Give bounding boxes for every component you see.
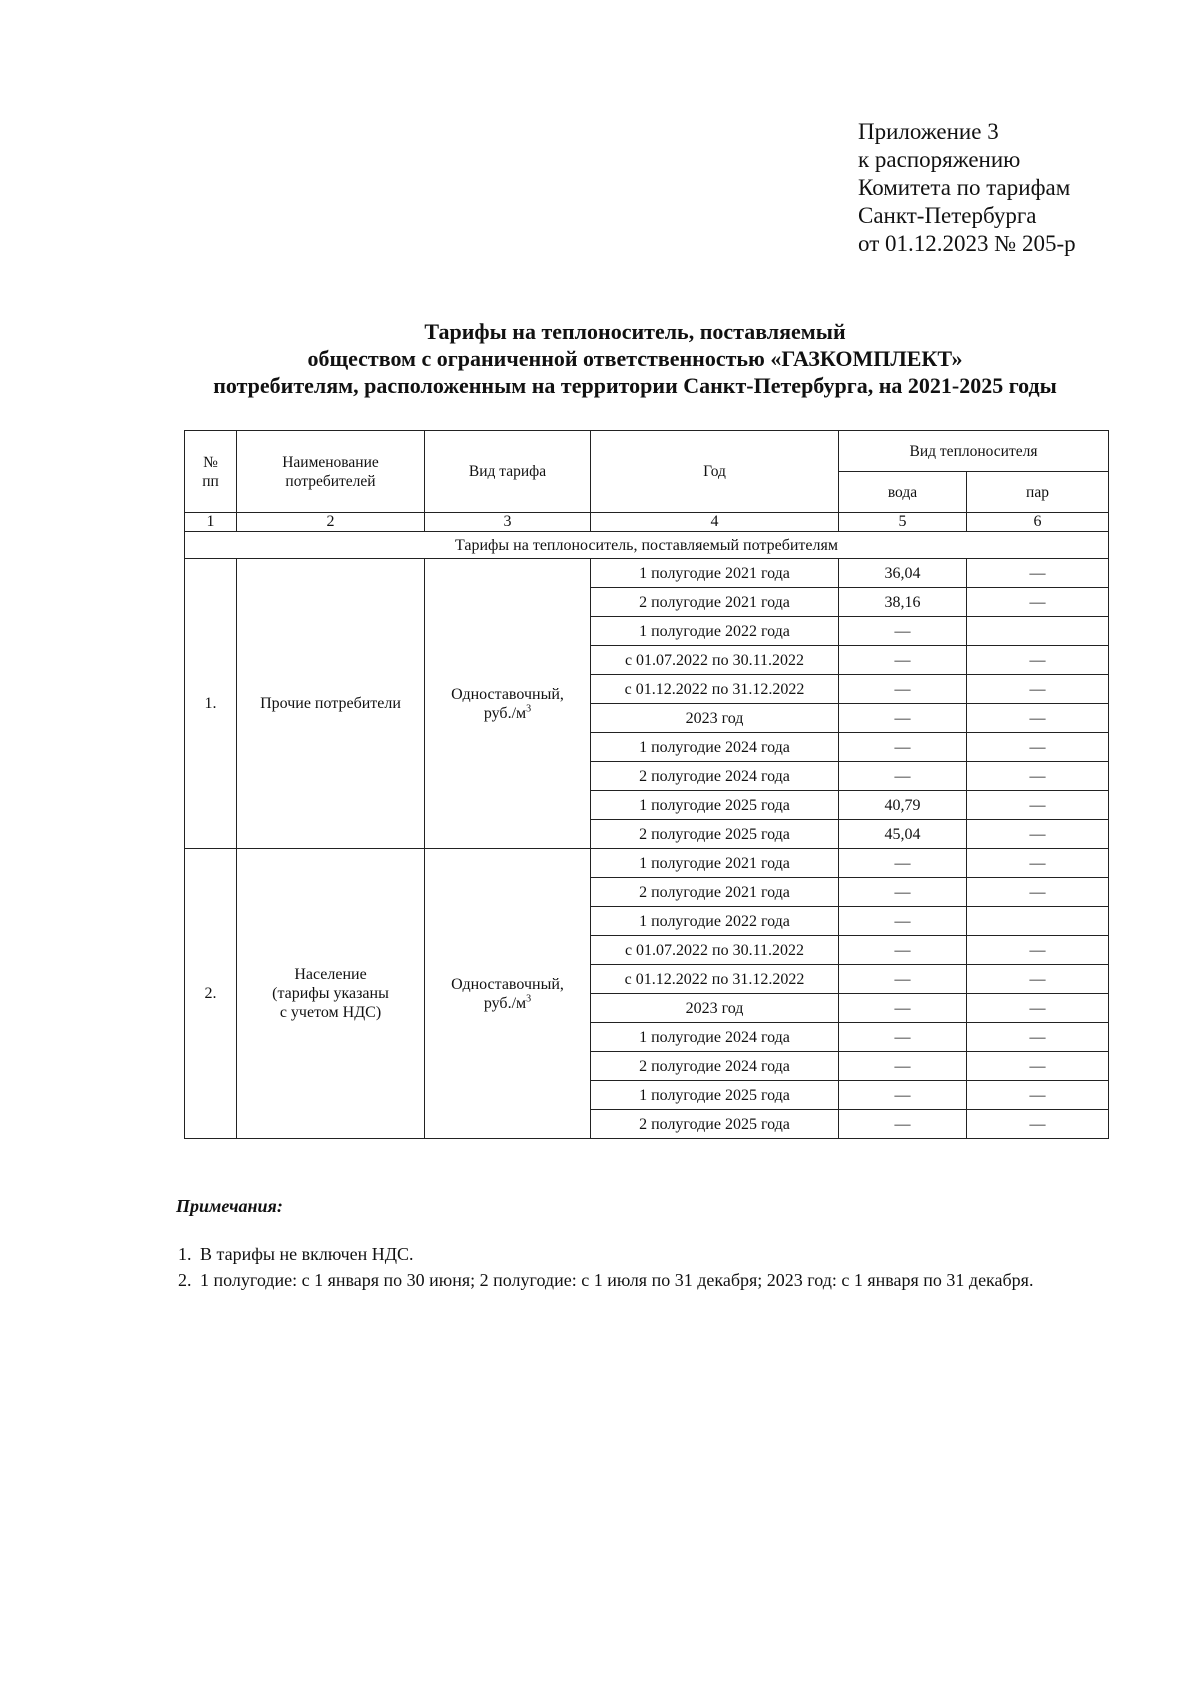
header-consumers — [237, 431, 425, 513]
column-number: 4 — [591, 513, 839, 532]
water-value: — — [839, 1052, 967, 1081]
row-number: 2. — [185, 849, 237, 1139]
steam-value: — — [967, 675, 1109, 704]
appendix-line: Приложение 3 — [858, 119, 999, 144]
period-cell: 2 полугодие 2021 года — [591, 588, 839, 617]
header-coolant-type: Вид теплоносителя — [839, 431, 1109, 472]
row-number: 1. — [185, 559, 237, 849]
period-cell: 1 полугодие 2024 года — [591, 1023, 839, 1052]
section-label: Тарифы на теплоноситель, поставляемый потребителям — [185, 532, 1109, 559]
appendix-line: Комитета по тарифам — [858, 175, 1071, 200]
tariff-unit: руб./м — [483, 704, 527, 722]
water-value: — — [839, 617, 967, 646]
steam-value: — — [967, 1052, 1109, 1081]
steam-value: — — [967, 646, 1109, 675]
steam-value: — — [967, 1110, 1109, 1139]
water-value: — — [839, 1110, 967, 1139]
consumer-name-line: (тарифы указаны — [272, 985, 389, 1002]
title-line: обществом с ограниченной ответственностью «ГАЗКОМПЛЕКТ» — [307, 346, 963, 371]
column-number: 3 — [425, 513, 591, 532]
water-value: — — [839, 907, 967, 936]
column-number: 2 — [237, 513, 425, 532]
water-value: — — [839, 1081, 967, 1110]
period-cell: 2023 год — [591, 994, 839, 1023]
water-value: 36,04 — [839, 559, 967, 588]
water-value: — — [839, 1023, 967, 1052]
water-value: — — [839, 675, 967, 704]
period-cell: с 01.12.2022 по 31.12.2022 — [591, 675, 839, 704]
header-number — [185, 431, 237, 513]
water-value: — — [839, 733, 967, 762]
steam-value: — — [967, 588, 1109, 617]
water-value: — — [839, 646, 967, 675]
steam-value: — — [967, 704, 1109, 733]
document-title — [150, 318, 1120, 399]
water-value: — — [839, 704, 967, 733]
steam-value: — — [967, 878, 1109, 907]
period-cell: с 01.07.2022 по 30.11.2022 — [591, 936, 839, 965]
appendix-line: к распоряжению — [858, 147, 1021, 172]
steam-value: — — [967, 849, 1109, 878]
period-cell: 1 полугодие 2025 года — [591, 1081, 839, 1110]
table-row — [185, 849, 1109, 878]
period-cell: 2 полугодие 2025 года — [591, 820, 839, 849]
period-cell: 1 полугодие 2022 года — [591, 907, 839, 936]
column-number: 5 — [839, 513, 967, 532]
water-value: 40,79 — [839, 791, 967, 820]
tariff-unit-superscript: 3 — [526, 993, 532, 1005]
column-number: 6 — [967, 513, 1109, 532]
period-cell: 2 полугодие 2024 года — [591, 1052, 839, 1081]
note-item: 2. 1 полугодие: с 1 января по 30 июня; 2 полугодие: с 1 июля по 31 декабря; 2023 год: с 1 января по 31 декабря. — [196, 1267, 1033, 1293]
table-row — [185, 559, 1109, 588]
steam-value — [967, 907, 1109, 936]
consumer-name-line: с учетом НДС) — [279, 1004, 382, 1021]
water-value: 45,04 — [839, 820, 967, 849]
appendix-line: от 01.12.2023 № 205-р — [858, 231, 1076, 256]
period-cell: 2023 год — [591, 704, 839, 733]
tariff-type — [425, 559, 591, 849]
notes-title: Примечания: — [176, 1196, 283, 1216]
title-line: Тарифы на теплоноситель, поставляемый — [424, 319, 846, 344]
header-water: вода — [839, 472, 967, 513]
tariff-type-line: Одноставочный, — [451, 975, 564, 993]
period-cell: 2 полугодие 2024 года — [591, 762, 839, 791]
header-tariff-type: Вид тарифа — [425, 431, 591, 513]
steam-value: — — [967, 1081, 1109, 1110]
steam-value: — — [967, 965, 1109, 994]
consumer-name — [237, 559, 425, 849]
steam-value: — — [967, 820, 1109, 849]
period-cell: 1 полугодие 2024 года — [591, 733, 839, 762]
header-consumers-line2: потребителей — [285, 472, 376, 490]
steam-value: — — [967, 1023, 1109, 1052]
period-cell: 2 полугодие 2021 года — [591, 878, 839, 907]
tariff-table — [184, 430, 1109, 1139]
column-number: 1 — [185, 513, 237, 532]
water-value: — — [839, 936, 967, 965]
steam-value: — — [967, 762, 1109, 791]
steam-value: — — [967, 733, 1109, 762]
water-value: — — [839, 965, 967, 994]
period-cell: 1 полугодие 2021 года — [591, 849, 839, 878]
period-cell: 1 полугодие 2022 года — [591, 617, 839, 646]
header-number-line1: № — [203, 453, 218, 471]
period-cell: с 01.07.2022 по 30.11.2022 — [591, 646, 839, 675]
period-cell: 1 полугодие 2021 года — [591, 559, 839, 588]
appendix-block — [858, 118, 1076, 258]
steam-value: — — [967, 936, 1109, 965]
water-value: 38,16 — [839, 588, 967, 617]
header-consumers-line1: Наименование — [282, 453, 379, 471]
tariff-unit-line — [425, 994, 590, 1013]
tariff-unit-line — [425, 704, 590, 723]
note-item: 1. В тарифы не включен НДС. — [196, 1241, 1033, 1267]
tariff-unit-superscript: 3 — [526, 703, 532, 715]
period-cell: 1 полугодие 2025 года — [591, 791, 839, 820]
consumer-name-line: Население — [294, 966, 367, 983]
notes-list — [176, 1241, 1033, 1293]
water-value: — — [839, 878, 967, 907]
water-value: — — [839, 762, 967, 791]
notes-block — [176, 1193, 1033, 1293]
steam-value: — — [967, 559, 1109, 588]
consumer-name-line: Прочие потребители — [260, 695, 401, 712]
water-value: — — [839, 994, 967, 1023]
period-cell: 2 полугодие 2025 года — [591, 1110, 839, 1139]
period-cell: с 01.12.2022 по 31.12.2022 — [591, 965, 839, 994]
header-number-line2: пп — [202, 472, 219, 490]
tariff-type-line: Одноставочный, — [451, 685, 564, 703]
header-steam: пар — [967, 472, 1109, 513]
steam-value — [967, 617, 1109, 646]
consumer-name — [237, 849, 425, 1139]
steam-value: — — [967, 994, 1109, 1023]
tariff-unit: руб./м — [483, 994, 527, 1012]
appendix-line: Санкт-Петербурга — [858, 203, 1037, 228]
title-line: потребителям, расположенным на территории Санкт-Петербурга, на 2021-2025 годы — [213, 373, 1057, 398]
header-year: Год — [591, 431, 839, 513]
steam-value: — — [967, 791, 1109, 820]
tariff-type — [425, 849, 591, 1139]
water-value: — — [839, 849, 967, 878]
